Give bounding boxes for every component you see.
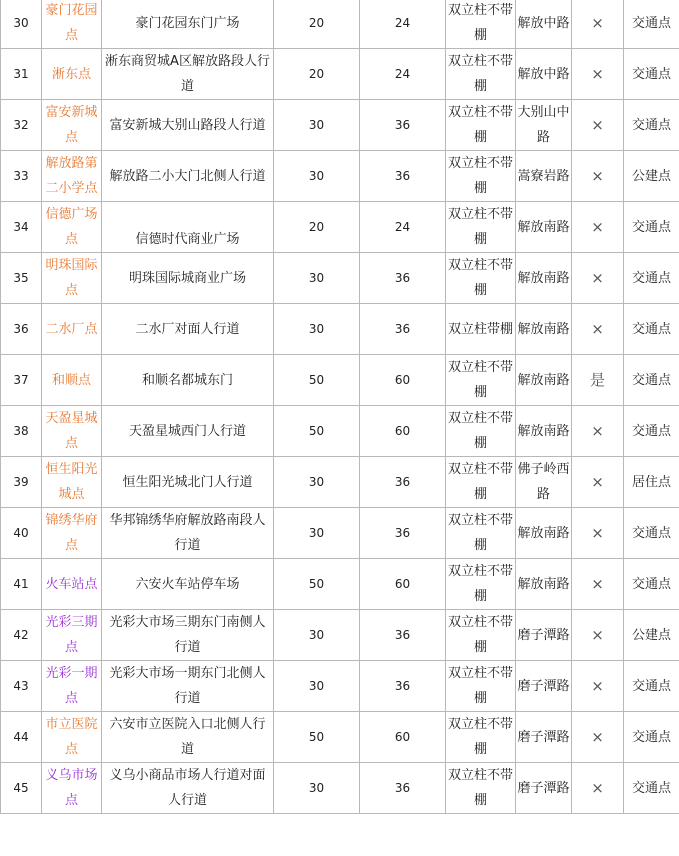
value-b: 36 [360, 304, 446, 355]
value-a: 30 [274, 763, 360, 814]
flag-mark: × [572, 151, 624, 202]
row-number: 35 [1, 253, 42, 304]
station-name: 锦绣华府点 [42, 508, 102, 559]
table-row [1, 202, 679, 253]
station-type: 双立柱不带棚 [446, 457, 516, 508]
table-row [1, 49, 679, 100]
value-a: 50 [274, 406, 360, 457]
value-b: 36 [360, 253, 446, 304]
row-number: 44 [1, 712, 42, 763]
road-name: 解放中路 [516, 0, 572, 49]
station-type: 双立柱不带棚 [446, 202, 516, 253]
flag-mark: 是 [572, 355, 624, 406]
flag-mark: × [572, 100, 624, 151]
station-address: 和顺名都城东门 [102, 355, 274, 406]
flag-mark: × [572, 406, 624, 457]
station-address: 明珠国际城商业广场 [102, 253, 274, 304]
station-type: 双立柱不带棚 [446, 763, 516, 814]
row-number: 30 [1, 0, 42, 49]
station-address: 光彩大市场一期东门北侧人行道 [102, 661, 274, 712]
value-a: 30 [274, 151, 360, 202]
station-category: 交通点 [624, 763, 679, 814]
flag-mark: × [572, 49, 624, 100]
station-category: 交通点 [624, 100, 679, 151]
station-category: 交通点 [624, 559, 679, 610]
station-name: 豪门花园点 [42, 0, 102, 49]
value-a: 30 [274, 610, 360, 661]
station-category: 交通点 [624, 304, 679, 355]
road-name: 磨子潭路 [516, 712, 572, 763]
station-type: 双立柱不带棚 [446, 151, 516, 202]
road-name: 嵩寮岩路 [516, 151, 572, 202]
value-b: 24 [360, 202, 446, 253]
station-address: 光彩大市场三期东门南侧人行道 [102, 610, 274, 661]
flag-mark: × [572, 559, 624, 610]
station-category: 交通点 [624, 712, 679, 763]
value-a: 30 [274, 661, 360, 712]
station-type: 双立柱不带棚 [446, 610, 516, 661]
value-b: 60 [360, 406, 446, 457]
value-a: 50 [274, 712, 360, 763]
station-name: 火车站点 [42, 559, 102, 610]
value-a: 50 [274, 559, 360, 610]
road-name: 磨子潭路 [516, 661, 572, 712]
table-row [1, 763, 679, 814]
station-address: 解放路二小大门北侧人行道 [102, 151, 274, 202]
road-name: 解放南路 [516, 559, 572, 610]
value-a: 30 [274, 100, 360, 151]
station-type: 双立柱不带棚 [446, 406, 516, 457]
road-name: 解放南路 [516, 253, 572, 304]
flag-mark: × [572, 712, 624, 763]
table-row [1, 151, 679, 202]
row-number: 37 [1, 355, 42, 406]
value-a: 20 [274, 49, 360, 100]
table-row [1, 253, 679, 304]
table-row [1, 100, 679, 151]
table-row [1, 610, 679, 661]
station-name: 光彩一期点 [42, 661, 102, 712]
table-row [1, 406, 679, 457]
road-name: 佛子岭西路 [516, 457, 572, 508]
flag-mark: × [572, 763, 624, 814]
road-name: 解放南路 [516, 406, 572, 457]
station-address: 豪门花园东门广场 [102, 0, 274, 49]
value-b: 36 [360, 151, 446, 202]
station-type: 双立柱不带棚 [446, 712, 516, 763]
road-name: 磨子潭路 [516, 763, 572, 814]
value-b: 24 [360, 0, 446, 49]
station-category: 公建点 [624, 610, 679, 661]
station-category: 交通点 [624, 0, 679, 49]
station-category: 交通点 [624, 253, 679, 304]
value-b: 24 [360, 49, 446, 100]
station-category: 居住点 [624, 457, 679, 508]
station-address: 信德时代商业广场 [102, 202, 274, 253]
table-row [1, 712, 679, 763]
row-number: 31 [1, 49, 42, 100]
station-type: 双立柱不带棚 [446, 508, 516, 559]
station-name: 明珠国际点 [42, 253, 102, 304]
station-name: 富安新城点 [42, 100, 102, 151]
table-row [1, 508, 679, 559]
station-name: 和顺点 [42, 355, 102, 406]
value-b: 36 [360, 100, 446, 151]
row-number: 43 [1, 661, 42, 712]
station-name: 淅东点 [42, 49, 102, 100]
row-number: 45 [1, 763, 42, 814]
row-number: 41 [1, 559, 42, 610]
row-number: 39 [1, 457, 42, 508]
table-body [1, 0, 679, 814]
flag-mark: × [572, 508, 624, 559]
row-number: 33 [1, 151, 42, 202]
flag-mark: × [572, 202, 624, 253]
road-name: 大别山中路 [516, 100, 572, 151]
row-number: 38 [1, 406, 42, 457]
value-b: 60 [360, 559, 446, 610]
value-b: 36 [360, 763, 446, 814]
station-type: 双立柱不带棚 [446, 559, 516, 610]
station-type: 双立柱不带棚 [446, 355, 516, 406]
road-name: 解放南路 [516, 304, 572, 355]
station-category: 交通点 [624, 661, 679, 712]
station-address: 六安火车站停车场 [102, 559, 274, 610]
station-type: 双立柱不带棚 [446, 100, 516, 151]
value-a: 30 [274, 508, 360, 559]
station-address: 淅东商贸城A区解放路段人行道 [102, 49, 274, 100]
station-type: 双立柱不带棚 [446, 49, 516, 100]
road-name: 解放南路 [516, 202, 572, 253]
table-row [1, 457, 679, 508]
value-b: 36 [360, 508, 446, 559]
station-address: 华邦锦绣华府解放路南段人行道 [102, 508, 274, 559]
value-a: 30 [274, 457, 360, 508]
flag-mark: × [572, 253, 624, 304]
station-name: 天盈星城点 [42, 406, 102, 457]
flag-mark: × [572, 457, 624, 508]
table-row [1, 304, 679, 355]
station-address: 六安市立医院入口北侧人行道 [102, 712, 274, 763]
table-row [1, 559, 679, 610]
value-a: 20 [274, 202, 360, 253]
value-b: 60 [360, 355, 446, 406]
table-row [1, 661, 679, 712]
flag-mark: × [572, 0, 624, 49]
row-number: 34 [1, 202, 42, 253]
station-name: 市立医院点 [42, 712, 102, 763]
value-a: 30 [274, 304, 360, 355]
station-category: 交通点 [624, 355, 679, 406]
station-address: 恒生阳光城北门人行道 [102, 457, 274, 508]
value-b: 36 [360, 661, 446, 712]
road-name: 磨子潭路 [516, 610, 572, 661]
value-b: 60 [360, 712, 446, 763]
value-a: 50 [274, 355, 360, 406]
station-category: 交通点 [624, 49, 679, 100]
row-number: 42 [1, 610, 42, 661]
road-name: 解放中路 [516, 49, 572, 100]
station-type: 双立柱不带棚 [446, 0, 516, 49]
value-a: 20 [274, 0, 360, 49]
value-a: 30 [274, 253, 360, 304]
row-number: 36 [1, 304, 42, 355]
table-row [1, 0, 679, 49]
row-number: 40 [1, 508, 42, 559]
station-category: 交通点 [624, 406, 679, 457]
station-name: 恒生阳光城点 [42, 457, 102, 508]
station-category: 交通点 [624, 202, 679, 253]
station-type: 双立柱不带棚 [446, 253, 516, 304]
station-type: 双立柱带棚 [446, 304, 516, 355]
table-row [1, 355, 679, 406]
row-number: 32 [1, 100, 42, 151]
value-b: 36 [360, 457, 446, 508]
value-b: 36 [360, 610, 446, 661]
station-name: 义乌市场点 [42, 763, 102, 814]
flag-mark: × [572, 304, 624, 355]
station-address: 天盈星城西门人行道 [102, 406, 274, 457]
station-name: 信德广场点 [42, 202, 102, 253]
road-name: 解放南路 [516, 355, 572, 406]
station-name: 光彩三期点 [42, 610, 102, 661]
flag-mark: × [572, 661, 624, 712]
station-name: 二水厂点 [42, 304, 102, 355]
station-address: 富安新城大别山路段人行道 [102, 100, 274, 151]
road-name: 解放南路 [516, 508, 572, 559]
station-category: 交通点 [624, 508, 679, 559]
flag-mark: × [572, 610, 624, 661]
station-name: 解放路第二小学点 [42, 151, 102, 202]
station-category: 公建点 [624, 151, 679, 202]
station-address: 义乌小商品市场人行道对面人行道 [102, 763, 274, 814]
station-type: 双立柱不带棚 [446, 661, 516, 712]
station-address: 二水厂对面人行道 [102, 304, 274, 355]
